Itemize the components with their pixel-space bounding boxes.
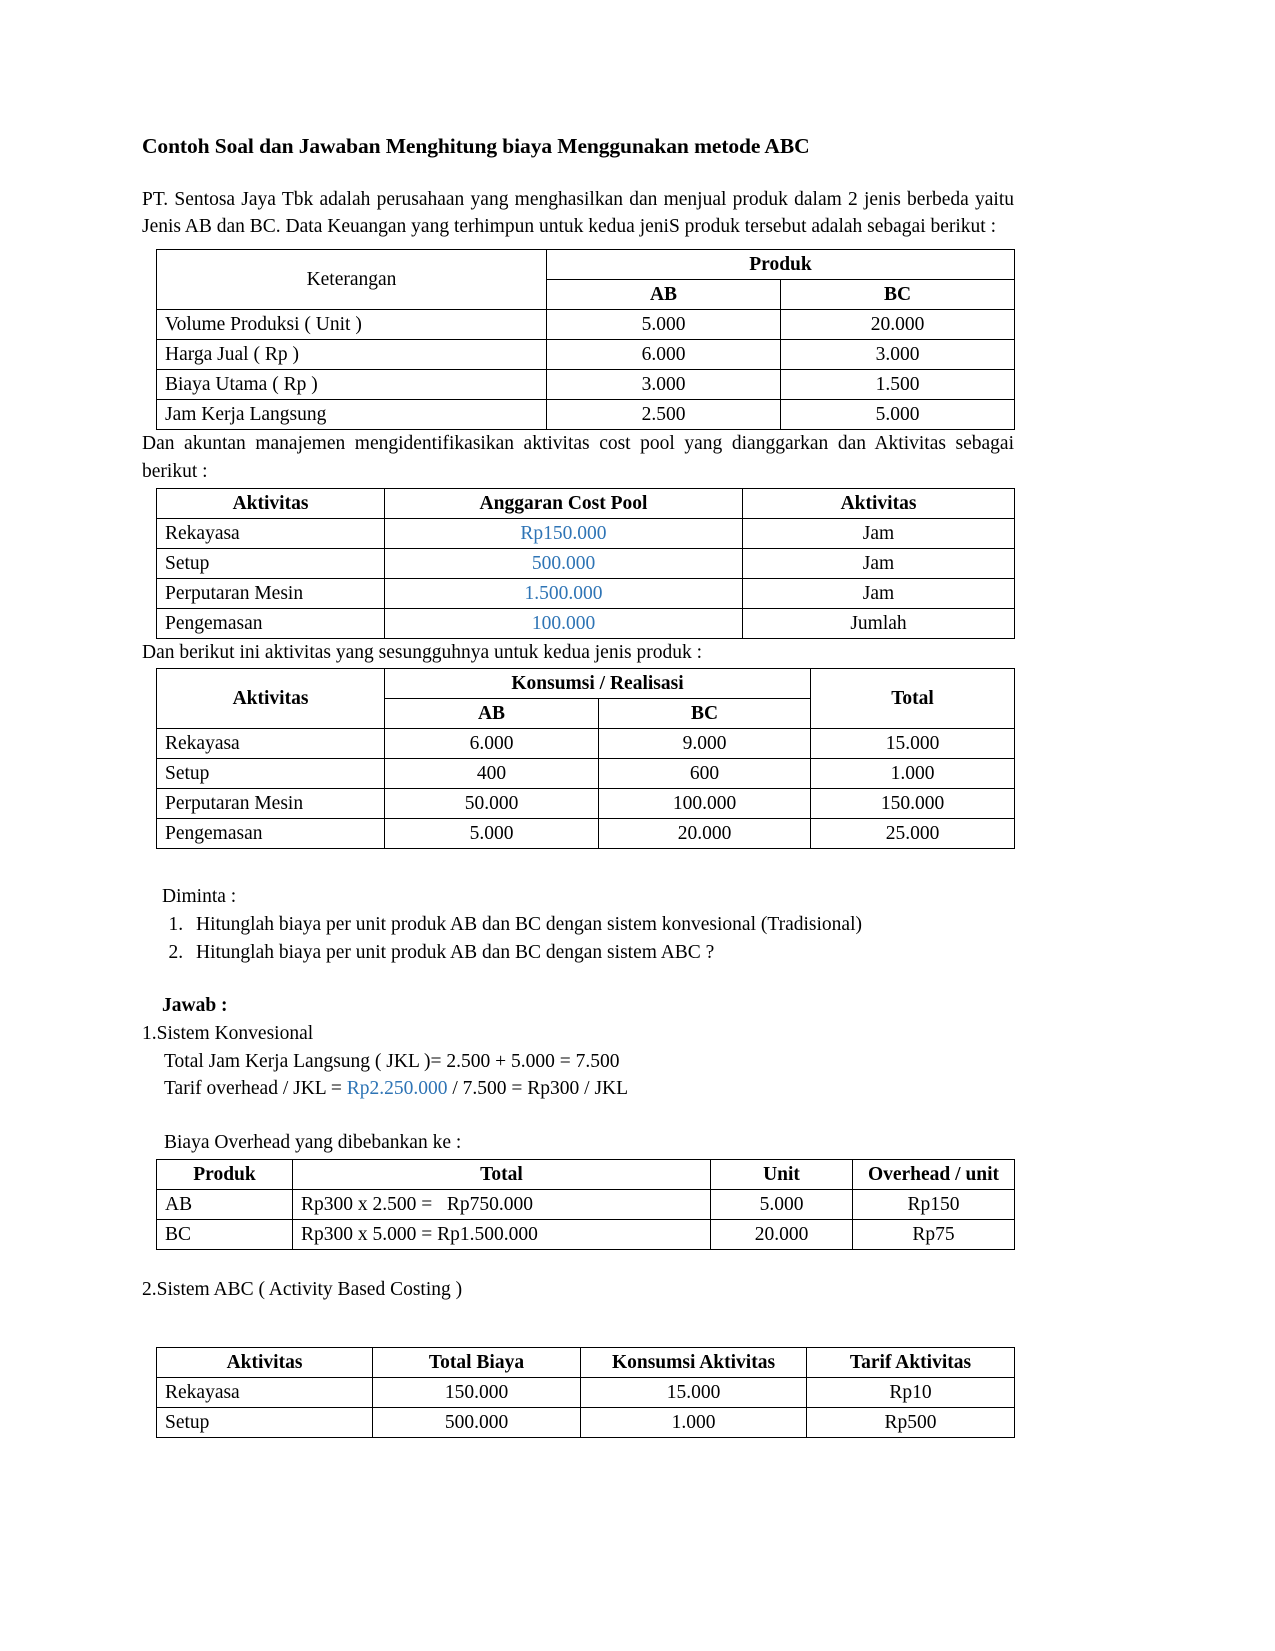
cell-konsumsi: 1.000	[581, 1408, 807, 1438]
table-row	[157, 669, 1015, 699]
header-anggaran-cost-pool: Anggaran Cost Pool	[385, 488, 743, 518]
table-row	[157, 1219, 1015, 1249]
table-row	[157, 488, 1015, 518]
cell-bc: 9.000	[599, 729, 811, 759]
cell-ab: 6.000	[385, 729, 599, 759]
overhead-caption: Biaya Overhead yang dibebankan ke :	[164, 1132, 462, 1154]
cell-ab: 50.000	[385, 789, 599, 819]
table-row	[157, 1378, 1015, 1408]
cell-aktivitas: Pengemasan	[157, 608, 385, 638]
table-data-keuangan	[156, 249, 1015, 430]
answer1-line1: Total Jam Kerja Langsung ( JKL )= 2.500 + 5.000 = 7.500	[164, 1050, 620, 1072]
header-produk: Produk	[547, 250, 1015, 280]
answer1-line2-post: / 7.500 = Rp300 / JKL	[447, 1078, 629, 1100]
cell-total: Rp300 x 2.500 = Rp750.000	[293, 1189, 711, 1219]
answer2-heading: 2.Sistem ABC ( Activity Based Costing )	[142, 1278, 463, 1300]
table-row	[157, 608, 1015, 638]
cell-unit: 5.000	[711, 1189, 853, 1219]
spacer	[142, 1103, 1014, 1129]
table-row	[157, 250, 1015, 280]
header-konsumsi-realisasi: Konsumsi / Realisasi	[385, 669, 811, 699]
header-aktivitas-satuan: Aktivitas	[743, 488, 1015, 518]
cell-ab: 5.000	[547, 310, 781, 340]
spacer	[142, 849, 1014, 883]
cell-ab: 6.000	[547, 340, 781, 370]
cell-anggaran: 100.000	[385, 608, 743, 638]
header-unit: Unit	[711, 1159, 853, 1189]
header-overhead-per-unit: Overhead / unit	[853, 1159, 1015, 1189]
table-row	[157, 729, 1015, 759]
cell-overhead-per-unit: Rp150	[853, 1189, 1015, 1219]
cell-total: 150.000	[811, 789, 1015, 819]
answer1-line2	[142, 1075, 1014, 1103]
table-row	[157, 400, 1015, 430]
cell-bc: 20.000	[599, 819, 811, 849]
table-sistem-abc	[156, 1347, 1015, 1438]
list-item: 1. Hitunglah biaya per unit produk AB dan BC dengan sistem konvesional (Tradisional)	[188, 911, 1014, 939]
cell-satuan: Jam	[743, 548, 1015, 578]
table-row	[157, 1348, 1015, 1378]
table-row	[157, 819, 1015, 849]
table-row	[157, 789, 1015, 819]
intro-paragraph-3: Dan berikut ini aktivitas yang sesungguhnya untuk kedua jenis produk :	[142, 641, 702, 663]
cell-produk: AB	[157, 1189, 293, 1219]
diminta-list	[142, 911, 1014, 966]
header-total-biaya: Total Biaya	[373, 1348, 581, 1378]
cell-produk: BC	[157, 1219, 293, 1249]
cell-unit: 20.000	[711, 1219, 853, 1249]
diminta-label: Diminta :	[162, 886, 237, 908]
cell-ab: 400	[385, 759, 599, 789]
table-row	[157, 548, 1015, 578]
cell-total: 15.000	[811, 729, 1015, 759]
page-title: Contoh Soal dan Jawaban Menghitung biaya Menggunakan metode ABC	[142, 134, 810, 158]
header-aktivitas: Aktivitas	[157, 669, 385, 729]
answer1-line2-amount: Rp2.250.000	[346, 1078, 448, 1100]
cell-total-biaya: 500.000	[373, 1408, 581, 1438]
header-konsumsi-aktivitas: Konsumsi Aktivitas	[581, 1348, 807, 1378]
cell-bc: 20.000	[781, 310, 1015, 340]
table-row	[157, 370, 1015, 400]
table-biaya-overhead	[156, 1159, 1015, 1250]
row-label: Jam Kerja Langsung	[157, 400, 547, 430]
header-tarif-aktivitas: Tarif Aktivitas	[807, 1348, 1015, 1378]
cell-bc: 3.000	[781, 340, 1015, 370]
list-item: 2. Hitunglah biaya per unit produk AB dan BC dengan sistem ABC ?	[188, 939, 1014, 967]
header-aktivitas: Aktivitas	[157, 1348, 373, 1378]
cell-konsumsi: 15.000	[581, 1378, 807, 1408]
cell-anggaran: 1.500.000	[385, 578, 743, 608]
cell-satuan: Jam	[743, 578, 1015, 608]
cell-aktivitas: Pengemasan	[157, 819, 385, 849]
header-produk: Produk	[157, 1159, 293, 1189]
table-row	[157, 578, 1015, 608]
table-row	[157, 1408, 1015, 1438]
header-keterangan: Keterangan	[157, 250, 547, 310]
cell-bc: 100.000	[599, 789, 811, 819]
table-row	[157, 1189, 1015, 1219]
cell-overhead-per-unit: Rp75	[853, 1219, 1015, 1249]
cell-bc: 1.500	[781, 370, 1015, 400]
header-bc: BC	[599, 699, 811, 729]
row-label: Harga Jual ( Rp )	[157, 340, 547, 370]
cell-aktivitas: Perputaran Mesin	[157, 789, 385, 819]
cell-bc: 5.000	[781, 400, 1015, 430]
cell-aktivitas: Perputaran Mesin	[157, 578, 385, 608]
cell-tarif: Rp10	[807, 1378, 1015, 1408]
table-row	[157, 759, 1015, 789]
row-label: Volume Produksi ( Unit )	[157, 310, 547, 340]
cell-ab: 2.500	[547, 400, 781, 430]
header-total: Total	[811, 669, 1015, 729]
cell-satuan: Jam	[743, 518, 1015, 548]
table-cost-pool	[156, 488, 1015, 639]
cell-total: Rp300 x 5.000 = Rp1.500.000	[293, 1219, 711, 1249]
spacer	[142, 241, 1014, 247]
jawab-label: Jawab :	[162, 995, 228, 1017]
intro-paragraph-2: Dan akuntan manajemen mengidentifikasikan aktivitas cost pool yang dianggarkan dan Aktivitas sebagai berikut :	[142, 433, 1014, 482]
cell-aktivitas: Setup	[157, 548, 385, 578]
table-row	[157, 518, 1015, 548]
answer1-line2-pre: Tarif overhead / JKL =	[164, 1078, 347, 1100]
spacer	[142, 1303, 1014, 1347]
table-row	[157, 1159, 1015, 1189]
cell-ab: 3.000	[547, 370, 781, 400]
intro-paragraph: PT. Sentosa Jaya Tbk adalah perusahaan yang menghasilkan dan menjual produk dalam 2 jenis berbeda yaitu Jenis AB dan BC. Data Keuangan yang terhimpun untuk kedua jeniS produk tersebut adalah sebagai berikut :	[142, 188, 1014, 238]
table-row	[157, 340, 1015, 370]
header-ab: AB	[385, 699, 599, 729]
cell-aktivitas: Rekayasa	[157, 729, 385, 759]
table-row	[157, 310, 1015, 340]
spacer	[142, 1250, 1014, 1276]
header-aktivitas: Aktivitas	[157, 488, 385, 518]
cell-anggaran: Rp150.000	[385, 518, 743, 548]
header-bc: BC	[781, 280, 1015, 310]
cell-tarif: Rp500	[807, 1408, 1015, 1438]
cell-aktivitas: Setup	[157, 1408, 373, 1438]
cell-aktivitas: Rekayasa	[157, 1378, 373, 1408]
row-label: Biaya Utama ( Rp )	[157, 370, 547, 400]
cell-satuan: Jumlah	[743, 608, 1015, 638]
header-total: Total	[293, 1159, 711, 1189]
cell-aktivitas: Setup	[157, 759, 385, 789]
cell-total: 1.000	[811, 759, 1015, 789]
document-page	[142, 134, 1014, 1438]
cell-ab: 5.000	[385, 819, 599, 849]
cell-bc: 600	[599, 759, 811, 789]
cell-total-biaya: 150.000	[373, 1378, 581, 1408]
table-konsumsi-realisasi	[156, 668, 1015, 849]
cell-total: 25.000	[811, 819, 1015, 849]
cell-anggaran: 500.000	[385, 548, 743, 578]
answer1-heading: 1.Sistem Konvesional	[142, 1022, 314, 1044]
cell-aktivitas: Rekayasa	[157, 518, 385, 548]
header-ab: AB	[547, 280, 781, 310]
spacer	[142, 966, 1014, 992]
